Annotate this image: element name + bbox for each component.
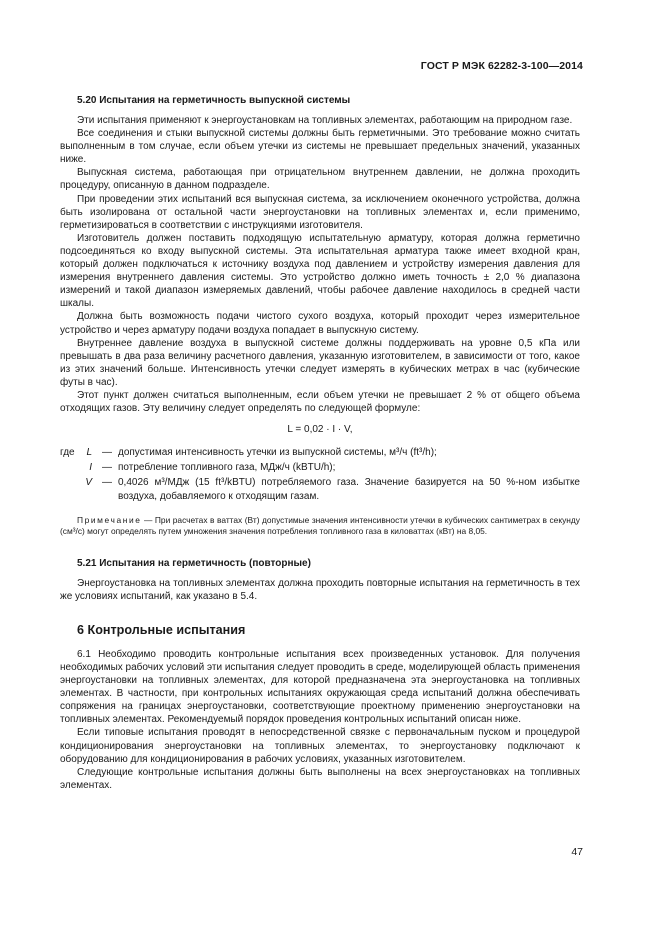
- legend-dash: —: [102, 462, 112, 474]
- formula-legend-row: [60, 446, 580, 459]
- section-5-21-title: 5.21 Испытания на герметичность (повторные): [77, 557, 311, 569]
- note: [60, 515, 580, 537]
- paragraph: Эти испытания применяют к энергоустановкам на топливных элементах, работающим на природном газе.: [77, 115, 573, 126]
- formula-symbol: V: [85, 477, 92, 489]
- paragraph: Следующие контрольные испытания должны быть выполнены на всех энергоустановках на топливных элементах.: [60, 766, 580, 791]
- paragraph: Изготовитель должен поставить подходящую испытательную арматуру, которая должна герметично подсоединяться ко входу выпускной системы. Эта испытательная арматура также имеет входной кран, который должен подключаться к источнику воздуха под давлением и устройству измерения давления для измерения внутреннего давления системы. Это устройство должно иметь точность ± 2,0 % диапазона измерений и такой диапазон измеряемых давлений, чтобы рабочее давление находилось в средней части шкалы.: [60, 232, 580, 310]
- section-6-heading: 6 Контрольные испытания: [77, 622, 246, 637]
- paragraph: Выпускная система, работающая при отрицательном внутреннем давлении, не должна проходить процедуру, описанную в данном подразделе.: [60, 167, 580, 192]
- note-text: — При расчетах в ваттах (Вт) допустимые значения интенсивности утечки в кубических сантиметрах в секунду (см³/с) могут определять путем умножения значения потребления топливного газа в киловаттах (кВт) на 8,05.: [60, 514, 580, 536]
- legend-dash: —: [102, 477, 112, 489]
- paragraph: Энергоустановка на топливных элементах должна проходить повторные испытания на герметичность в тех же условиях испытаний, как указано в 5.4.: [60, 577, 580, 602]
- formula-symbol: L: [86, 447, 92, 459]
- note-label: Примечание: [77, 514, 142, 525]
- paragraph: Если типовые испытания проводят в непосредственной связке с первоначальным пуском и процедурой кондиционирования энергоустановки на топливных элементах, то энергоустановку подключают к оборудованию для кондиционирования в рабочих условиях, указанных изготовителем.: [60, 727, 580, 765]
- paragraph: Этот пункт должен считаться выполненным, если объем утечки не превышает 2 % от общего объема отходящих газов. Эту величину следует определять по следующей формуле:: [60, 389, 580, 415]
- legend-dash: —: [102, 447, 112, 459]
- page-number: 47: [571, 846, 583, 858]
- leak-formula: L = 0,02 · I · V,: [287, 424, 353, 436]
- paragraph: 6.1 Необходимо проводить контрольные испытания всех произведенных установок. Для получения необходимых рабочих условий эти испытания следует проводить в среде, моделирующей область применения энергоустановки на топливных элементах, для которой предназначена эта энергоустановка на топливных элементах. В частности, при контрольных испытаниях окружающая среда испытаний должна обеспечивать сопряжения на границах энергоустановки, соответствующие проектному применению энергоустановки на топливных элементах. Рекомендуемый порядок проведения контрольных испытаний описан ниже.: [60, 648, 580, 726]
- document-body: [60, 94, 580, 792]
- formula-legend-row: [60, 461, 580, 474]
- standard-header: ГОСТ Р МЭК 62282-3-100—2014: [420, 60, 583, 72]
- symbol-definition: 0,4026 м³/МДж (15 ft³/kBTU) потребляемого газа. Значение базируется на 50 %-ном избытке воздуха, добавляемого к отходящим газам.: [118, 477, 580, 502]
- where-word: где: [60, 447, 75, 459]
- paragraph: Все соединения и стыки выпускной системы должны быть герметичными. Это требование можно считать выполненным в том случае, если объем утечки из системы не превышает предельных значений, указанных ниже.: [60, 128, 580, 166]
- symbol-definition: допустимая интенсивность утечки из выпускной системы, м³/ч (ft³/h);: [118, 447, 437, 459]
- paragraph: При проведении этих испытаний вся выпускная система, за исключением оконечного устройства, должна быть изолирована от остальной части энергоустановки на топливных элементах и, если применимо, герметизироваться в соответствии с инструкциями изготовителя.: [60, 193, 580, 231]
- section-5-20-title: 5.20 Испытания на герметичность выпускной системы: [77, 95, 351, 106]
- formula-legend-row: [60, 476, 580, 502]
- formula-symbol: I: [89, 462, 92, 474]
- symbol-definition: потребление топливного газа, МДж/ч (kBTU/h);: [118, 462, 336, 474]
- paragraph: Должна быть возможность подачи чистого сухого воздуха, который проходит через измерительное устройство и через арматуру подачи воздуха попадает в выпускную систему.: [60, 311, 580, 336]
- paragraph: Внутреннее давление воздуха в выпускной системе должны поддерживать на уровне 0,5 кПа или превышать в два раза величину расчетного давления, указанную изготовителем, в зависимости от того, какое из этих значений больше. Интенсивность утечки следует измерять в кубических метрах в час (кубические футы в час).: [60, 337, 580, 388]
